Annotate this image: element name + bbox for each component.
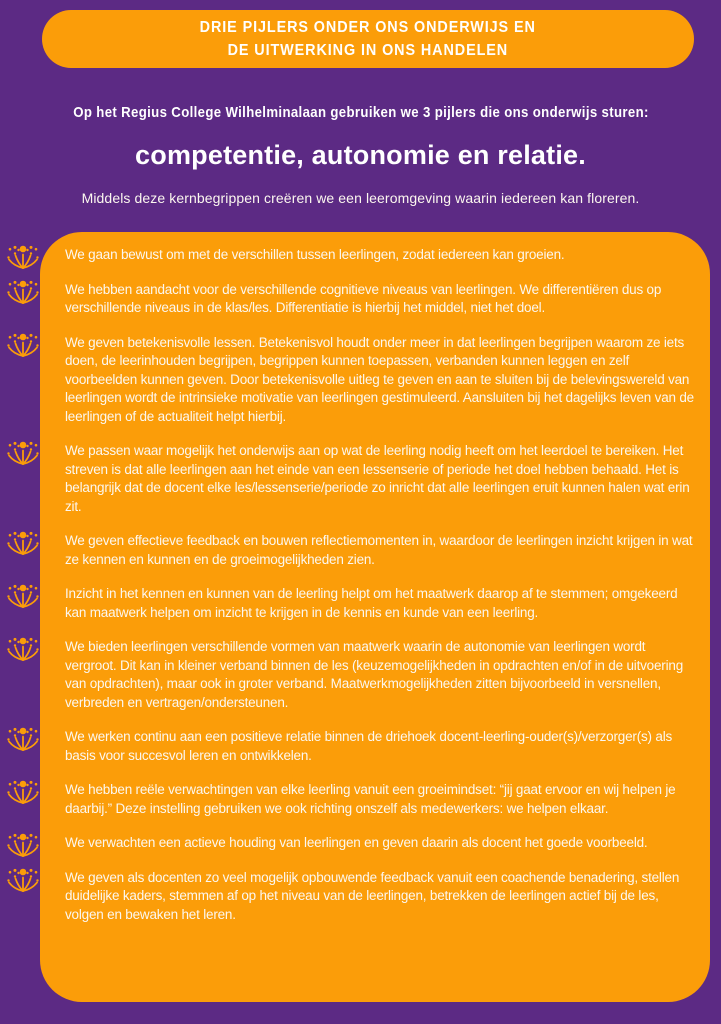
pillar-item (65, 281, 696, 318)
fireworks-ornament-icon (4, 726, 42, 752)
fireworks-ornament-icon (4, 867, 42, 893)
pillar-text: We geven effectieve feedback en bouwen reflectiemomenten in, waardoor de leerlingen inzicht krijgen in wat ze kennen en kunnen en de groeimogelijkheden zien. (65, 533, 693, 567)
pillar-text: We werken continu aan een positieve relatie binnen de driehoek docent-leerling-ouder(s)/verzorger(s) als basis voor succesvol leren en ontwikkelen. (65, 729, 673, 763)
title-line-1: DRIE PIJLERS ONDER ONS ONDERWIJS EN (199, 19, 537, 36)
fireworks-ornament-icon (4, 583, 42, 609)
fireworks-ornament-icon (4, 779, 42, 805)
pillar-text: We geven betekenisvolle lessen. Betekenisvol houdt onder meer in dat leerlingen begrijpen waarom ze iets doen, de leerinhouden begrijpen, begrippen kunnen toepassen, verbanden kunnen leggen en zelf voorbeelden kunnen geven. Door betekenisvolle uitleg te geven en aan te sluiten bij de belevingswereld van leerlingen wordt de intrinsieke motivatie van leerlingen gestimuleerd. Aansluiten bij het dagelijks leven van de leerlingen of de actualiteit helpt hierbij. (65, 334, 694, 424)
pillar-text: We hebben reële verwachtingen van elke leerling vanuit een groeimindset: “jij gaat ervoor en wij helpen je daarbij.” Deze instelling gebruiken we ook richting onszelf als medewerkers: we helpen elkaar. (65, 782, 676, 816)
pillar-text: Inzicht in het kennen en kunnen van de leerling helpt om het maatwerk daarop af te stemmen; omgekeerd kan maatwerk helpen om inzicht te krijgen in de kennis en kunde van een leerling. (65, 586, 678, 620)
pillar-text: We bieden leerlingen verschillende vormen van maatwerk waarin de autonomie van leerlingen wordt vergroot. Dit kan in kleiner verband binnen de les (keuzemogelijkheden in opdrachten en/of in de uitvoering van opdrachten), maar ook in groter verband. Maatwerkmogelijkheden zitten bijvoorbeeld in versnellen, verbreden en vertragen/ondersteunen. (65, 639, 683, 710)
fireworks-ornament-icon (4, 440, 42, 466)
pillars-keywords: competentie, autonomie en relatie. (135, 140, 586, 170)
pillar-text: We hebben aandacht voor de verschillende cognitieve niveaus van leerlingen. We differentiëren dus op verschillende niveaus in de klas/les. Differentiatie is hierbij het middel, niet het doel. (65, 281, 662, 315)
pillar-item (65, 442, 696, 516)
pillar-item (65, 638, 696, 712)
fireworks-ornament-icon (4, 636, 42, 662)
fireworks-ornament-icon (4, 832, 42, 858)
title-line-2: DE UITWERKING IN ONS HANDELEN (227, 42, 509, 59)
pillar-item (65, 532, 696, 569)
fireworks-ornament-icon (4, 279, 42, 305)
pillar-item (65, 834, 696, 853)
pillar-text: We gaan bewust om met de verschillen tussen leerlingen, zodat iedereen kan groeien. (65, 247, 565, 262)
intro-subtext: Middels deze kernbegrippen creëren we een leeromgeving waarin iedereen kan floreren. (81, 190, 640, 206)
pillar-text: We verwachten een actieve houding van leerlingen en geven daarin als docent het goede voorbeeld. (65, 835, 648, 850)
pillars-list (65, 246, 696, 924)
title-banner (42, 10, 694, 68)
pillar-item (65, 869, 696, 925)
pillar-item (65, 334, 696, 427)
fireworks-ornament-icon (4, 530, 42, 556)
intro-sentence: Op het Regius College Wilhelminalaan gebruiken we 3 pijlers die ons onderwijs sturen: (72, 104, 649, 121)
pillar-item (65, 585, 696, 622)
pillar-text: We passen waar mogelijk het onderwijs aan op wat de leerling nodig heeft om het leerdoel te bereiken. Het streven is dat alle leerlingen aan het einde van een lessenserie of periode het doel hebben behaald. Het is belangrijk dat de docent elke les/lessenserie/periode zo inricht dat alle leerlingen eruit kunnen halen wat erin zit. (65, 443, 690, 514)
pillars-panel (40, 232, 710, 1002)
pillar-item (65, 781, 696, 818)
fireworks-ornament-icon (4, 244, 42, 270)
fireworks-ornament-icon (4, 332, 42, 358)
pillar-item (65, 246, 696, 265)
pillar-item (65, 728, 696, 765)
pillar-text: We geven als docenten zo veel mogelijk opbouwende feedback vanuit een coachende benadering, stellen duidelijke kaders, stemmen af op het niveau van de leerlingen, betrekken de leerlingen actief bij de les, volgen en bewaken het leren. (65, 869, 680, 922)
